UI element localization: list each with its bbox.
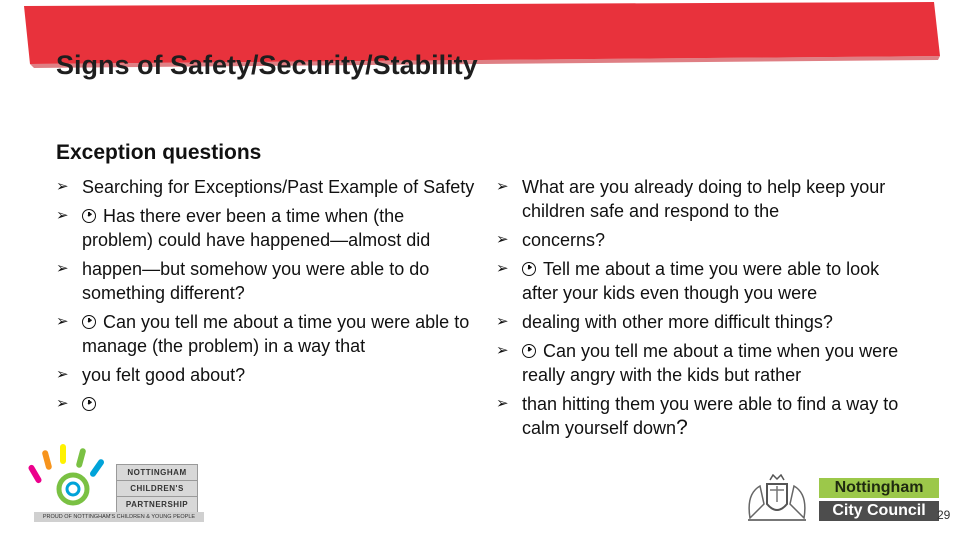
question-item <box>56 310 476 358</box>
clock-icon <box>522 262 536 276</box>
arrow-bullet-icon: ➢ <box>496 342 509 359</box>
ncp-tagline: PROUD OF NOTTINGHAM'S CHILDREN & YOUNG PEOPLE <box>34 512 204 522</box>
question-item <box>496 339 906 387</box>
ncp-logo-line-2: CHILDREN'S <box>116 480 198 497</box>
city-council-logo-line-1: Nottingham <box>819 478 939 498</box>
city-crest-icon <box>742 474 812 524</box>
arrow-bullet-icon: ➢ <box>496 395 509 412</box>
question-text: Searching for Exceptions/Past Example of Safety <box>82 177 475 197</box>
ncp-logo-line-1: NOTTINGHAM <box>116 464 198 481</box>
question-text: Tell me about a time you were able to look after your kids even though you were <box>522 259 880 303</box>
left-question-list <box>56 175 476 421</box>
arrow-bullet-icon: ➢ <box>56 260 69 277</box>
question-item <box>496 392 906 440</box>
question-text: dealing with other more difficult things? <box>522 312 833 332</box>
arrow-bullet-icon: ➢ <box>56 178 69 195</box>
question-text: Can you tell me about a time when you were really angry with the kids but rather <box>522 341 899 385</box>
arrow-bullet-icon: ➢ <box>56 313 69 330</box>
question-text: Can you tell me about a time you were able to manage (the problem) in a way that <box>82 312 470 356</box>
page-number: 29 <box>937 508 951 522</box>
question-text: than hitting them you were able to find a way to calm yourself down <box>522 394 899 438</box>
section-subtitle: Exception questions <box>56 141 262 164</box>
city-council-logo-line-2: City Council <box>819 501 939 521</box>
arrow-bullet-icon: ➢ <box>56 395 69 412</box>
ncp-logo-line-3: PARTNERSHIP <box>116 496 198 513</box>
arrow-bullet-icon: ➢ <box>56 366 69 383</box>
arrow-bullet-icon: ➢ <box>496 260 509 277</box>
question-item <box>496 228 906 252</box>
question-item <box>496 175 906 223</box>
question-text: Has there ever been a time when (the problem) could have happened—almost did <box>82 206 431 250</box>
question-text: happen—but somehow you were able to do something different? <box>82 259 430 303</box>
clock-icon <box>522 344 536 358</box>
clock-icon <box>82 397 96 411</box>
question-mark: ? <box>676 416 688 439</box>
question-item <box>56 257 476 305</box>
question-item <box>56 392 476 416</box>
clock-icon <box>82 209 96 223</box>
question-item <box>496 257 906 305</box>
question-text: you felt good about? <box>82 365 246 385</box>
question-item <box>56 204 476 252</box>
arrow-bullet-icon: ➢ <box>496 178 509 195</box>
arrow-bullet-icon: ➢ <box>496 313 509 330</box>
arrow-bullet-icon: ➢ <box>56 207 69 224</box>
question-item <box>56 363 476 387</box>
question-text: What are you already doing to help keep your children safe and respond to the <box>522 177 886 221</box>
question-text: concerns? <box>522 230 606 250</box>
question-item <box>496 310 906 334</box>
clock-icon <box>82 315 96 329</box>
arrow-bullet-icon: ➢ <box>496 231 509 248</box>
right-question-list <box>496 175 906 445</box>
question-item <box>56 175 476 199</box>
slide-title: Signs of Safety/Security/Stability <box>56 50 478 80</box>
